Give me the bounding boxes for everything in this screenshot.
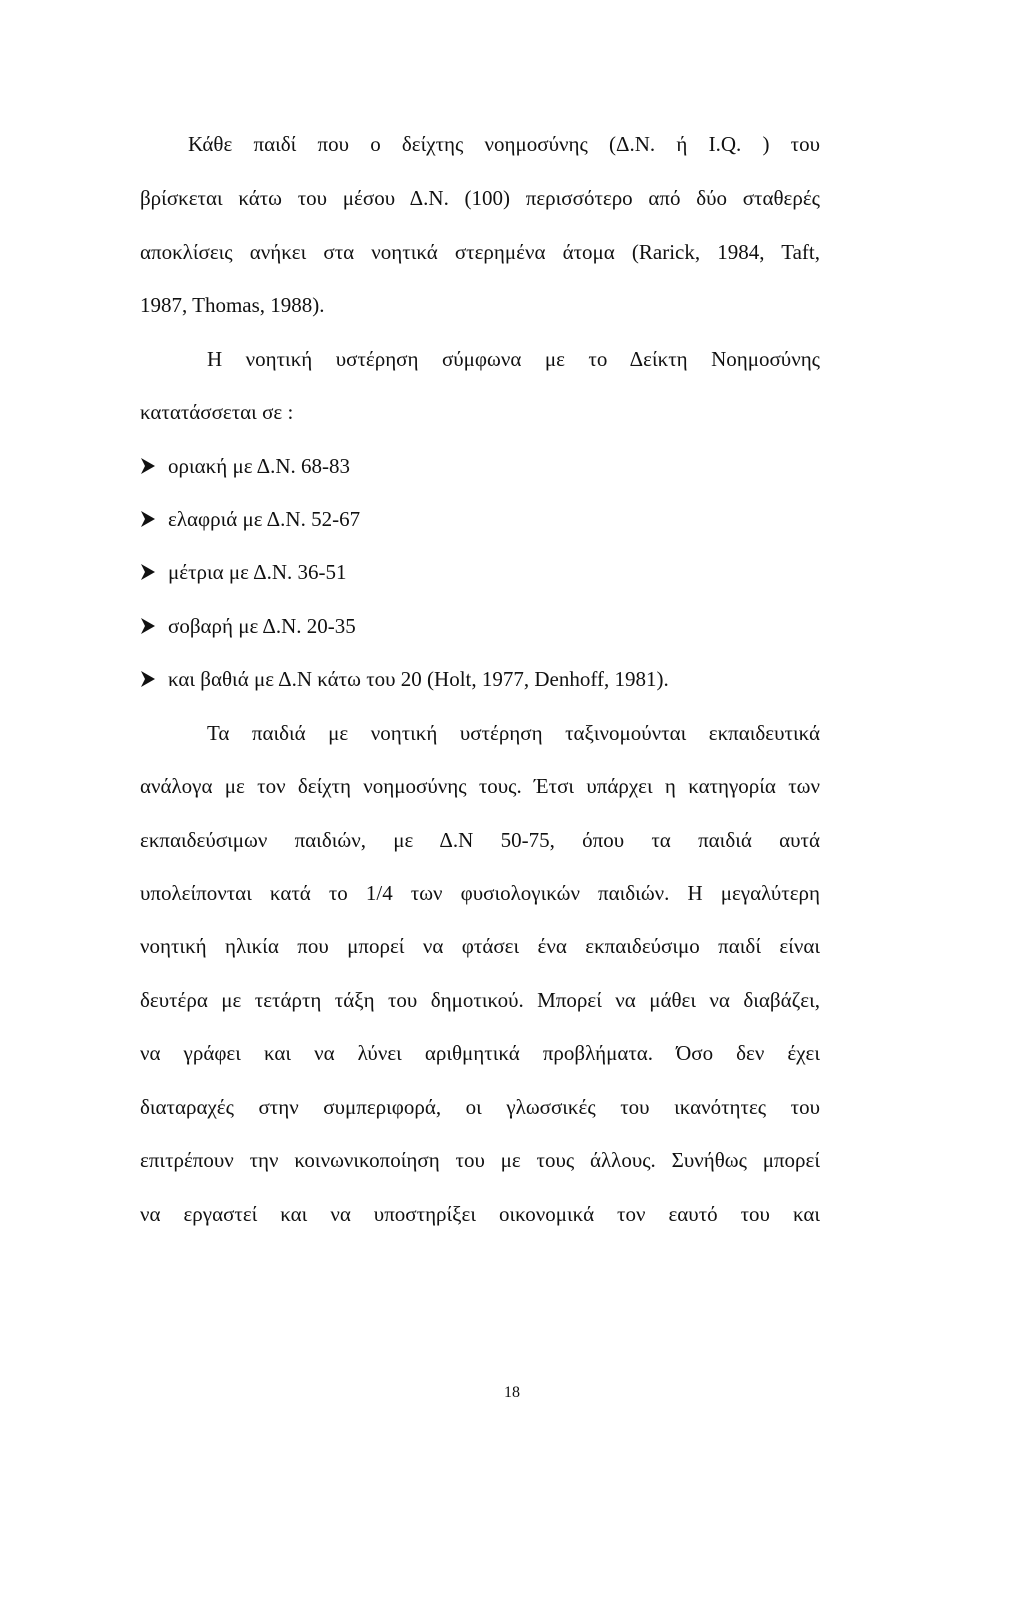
paragraph-1-line-4: 1987, Thomas, 1988).: [140, 293, 325, 317]
paragraph-1-line-3: αποκλίσεις ανήκει στα νοητικά στερημένα άτομα (Rarick, 1984, Taft,: [140, 240, 820, 264]
paragraph-3-line-4: υπολείπονται κατά το 1/4 των φυσιολογικών παιδιών. Η μεγαλύτερη: [140, 881, 820, 905]
paragraph-3-line-10: να εργαστεί και να υποστηρίξει οικονομικά τον εαυτό του και: [140, 1202, 820, 1226]
bullet-text: μέτρια με Δ.Ν. 36-51: [168, 560, 347, 584]
arrowhead-bullet-icon: [140, 616, 156, 636]
bullet-text: ελαφριά με Δ.Ν. 52-67: [168, 507, 361, 531]
bullet-item-1: [140, 452, 840, 480]
paragraph-3-line-1: Τα παιδιά με νοητική υστέρηση ταξινομούνται εκπαιδευτικά: [207, 721, 820, 745]
paragraph-3-line-3: εκπαιδεύσιμων παιδιών, με Δ.Ν 50-75, όπου τα παιδιά αυτά: [140, 828, 820, 852]
paragraph-2-line-2: κατατάσσεται σε :: [140, 400, 294, 424]
bullet-item-4: [140, 612, 840, 640]
paragraph-3-line-9: επιτρέπουν την κοινωνικοποίηση του με τους άλλους. Συνήθως μπορεί: [140, 1148, 820, 1172]
bullet-text: και βαθιά με Δ.Ν κάτω του 20 (Holt, 1977, Denhoff, 1981).: [168, 667, 669, 691]
arrowhead-bullet-icon: [140, 509, 156, 529]
paragraph-3-line-6: δευτέρα με τετάρτη τάξη του δημοτικού. Μπορεί να μάθει να διαβάζει,: [140, 988, 820, 1012]
paragraph-2-line-1: Η νοητική υστέρηση σύμφωνα με το Δείκτη Νοημοσύνης: [207, 347, 820, 371]
paragraph-1-line-2: βρίσκεται κάτω του μέσου Δ.Ν. (100) περισσότερο από δύο σταθερές: [140, 186, 820, 210]
arrowhead-bullet-icon: [140, 669, 156, 689]
paragraph-3-line-7: να γράφει και να λύνει αριθμητικά προβλήματα. Όσο δεν έχει: [140, 1041, 820, 1065]
bullet-item-3: [140, 558, 840, 586]
paragraph-3-line-8: διαταραχές στην συμπεριφορά, οι γλωσσικές του ικανότητες του: [140, 1095, 820, 1119]
arrowhead-bullet-icon: [140, 456, 156, 476]
arrowhead-bullet-icon: [140, 562, 156, 582]
bullet-text: σοβαρή με Δ.Ν. 20-35: [168, 614, 356, 638]
paragraph-3-line-2: ανάλογα με τον δείχτη νοημοσύνης τους. Έτσι υπάρχει η κατηγορία των: [140, 774, 820, 798]
bullet-text: οριακή με Δ.Ν. 68-83: [168, 454, 351, 478]
bullet-item-5: [140, 665, 840, 693]
paragraph-1-line-1: Κάθε παιδί που ο δείχτης νοημοσύνης (Δ.Ν. ή I.Q. ) του: [188, 132, 820, 156]
bullet-item-2: [140, 505, 840, 533]
paragraph-3-line-5: νοητική ηλικία που μπορεί να φτάσει ένα εκπαιδεύσιμο παιδί είναι: [140, 934, 820, 958]
page-number: 18: [504, 1384, 520, 1401]
